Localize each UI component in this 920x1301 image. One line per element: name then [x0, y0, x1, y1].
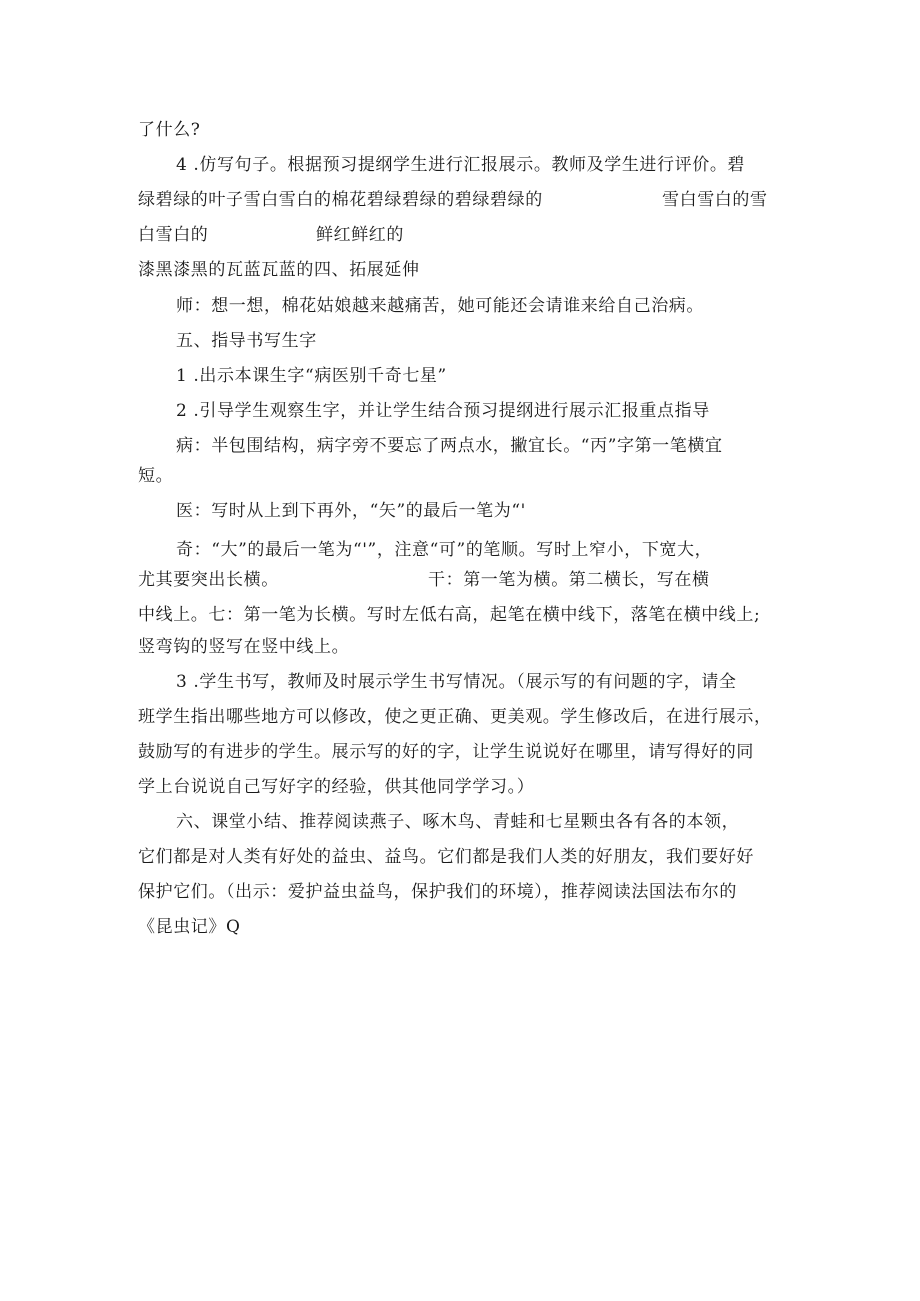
text-line: 班学生指出哪些地方可以修改，使之更正确、更美观。学生修改后，在进行展示， [138, 707, 772, 727]
text-line: 奇：“大”的最后一笔为“'”，注意“可”的笔顺。写时上窄小，下宽大， [176, 540, 713, 560]
text-line: 4 .仿写句子。根据预习提纲学生进行汇报展示。教师及学生进行评价。碧 [176, 155, 746, 175]
text-line: 保护它们。（出示：爱护益虫益鸟，保护我们的环境），推荐阅读法国法布尔的 [138, 882, 737, 902]
text-line: 3 .学生书写，教师及时展示学生书写情况。（展示写的有问题的字，请全 [176, 672, 737, 692]
text-line: 它们都是对人类有好处的益虫、益鸟。它们都是我们人类的好朋友，我们要好好 [138, 847, 754, 867]
text-line: 2 .引导学生观察生字，并让学生结合预习提纲进行展示汇报重点指导 [176, 401, 710, 421]
text-line: 鼓励写的有进步的学生。展示写的好的字，让学生说说好在哪里，请写得好的同 [138, 742, 754, 762]
text-line: 病：半包围结构，病字旁不要忘了两点水，撇宜长。“丙”字第一笔横宜 [176, 436, 723, 456]
text-line: 鲜红鲜红的 [316, 225, 404, 245]
text-line: 1 .出示本课生字“病医别千奇七星” [176, 366, 447, 386]
text-line: 《昆虫记》Q [138, 917, 241, 937]
text-line: 了什么? [138, 120, 201, 140]
text-line: 中线上。七：第一笔为长横。写时左低右高，起笔在横中线下，落笔在横中线上; [138, 605, 761, 625]
text-line: 白雪白的 [138, 225, 209, 245]
text-line: 学上台说说自己写好字的经验，供其他同学学习。） [138, 777, 535, 797]
section-heading: 五、指导书写生字 [176, 331, 317, 351]
text-line: 六、课堂小结、推荐阅读燕子、啄木鸟、青蛙和七星颗虫各有各的本领， [176, 812, 740, 832]
text-line: 雪白雪白的雪 [662, 190, 768, 210]
text-line: 短。 [138, 466, 174, 486]
text-line: 干：第一笔为横。第二横长，写在横 [428, 570, 710, 590]
text-line: 竖弯钩的竖写在竖中线上。 [138, 637, 350, 657]
text-line: 尤其要突出长横。 [138, 570, 279, 590]
text-line: 医：写时从上到下再外，“矢”的最后一笔为“' [176, 501, 526, 521]
text-line: 师：想一想，棉花姑娘越来越痛苦，她可能还会请谁来给自己治病。 [176, 296, 704, 316]
text-line: 漆黑漆黑的瓦蓝瓦蓝的四、拓展延伸 [138, 260, 420, 280]
text-line: 绿碧绿的叶子雪白雪白的棉花碧绿碧绿的碧绿碧绿的 [138, 190, 543, 210]
